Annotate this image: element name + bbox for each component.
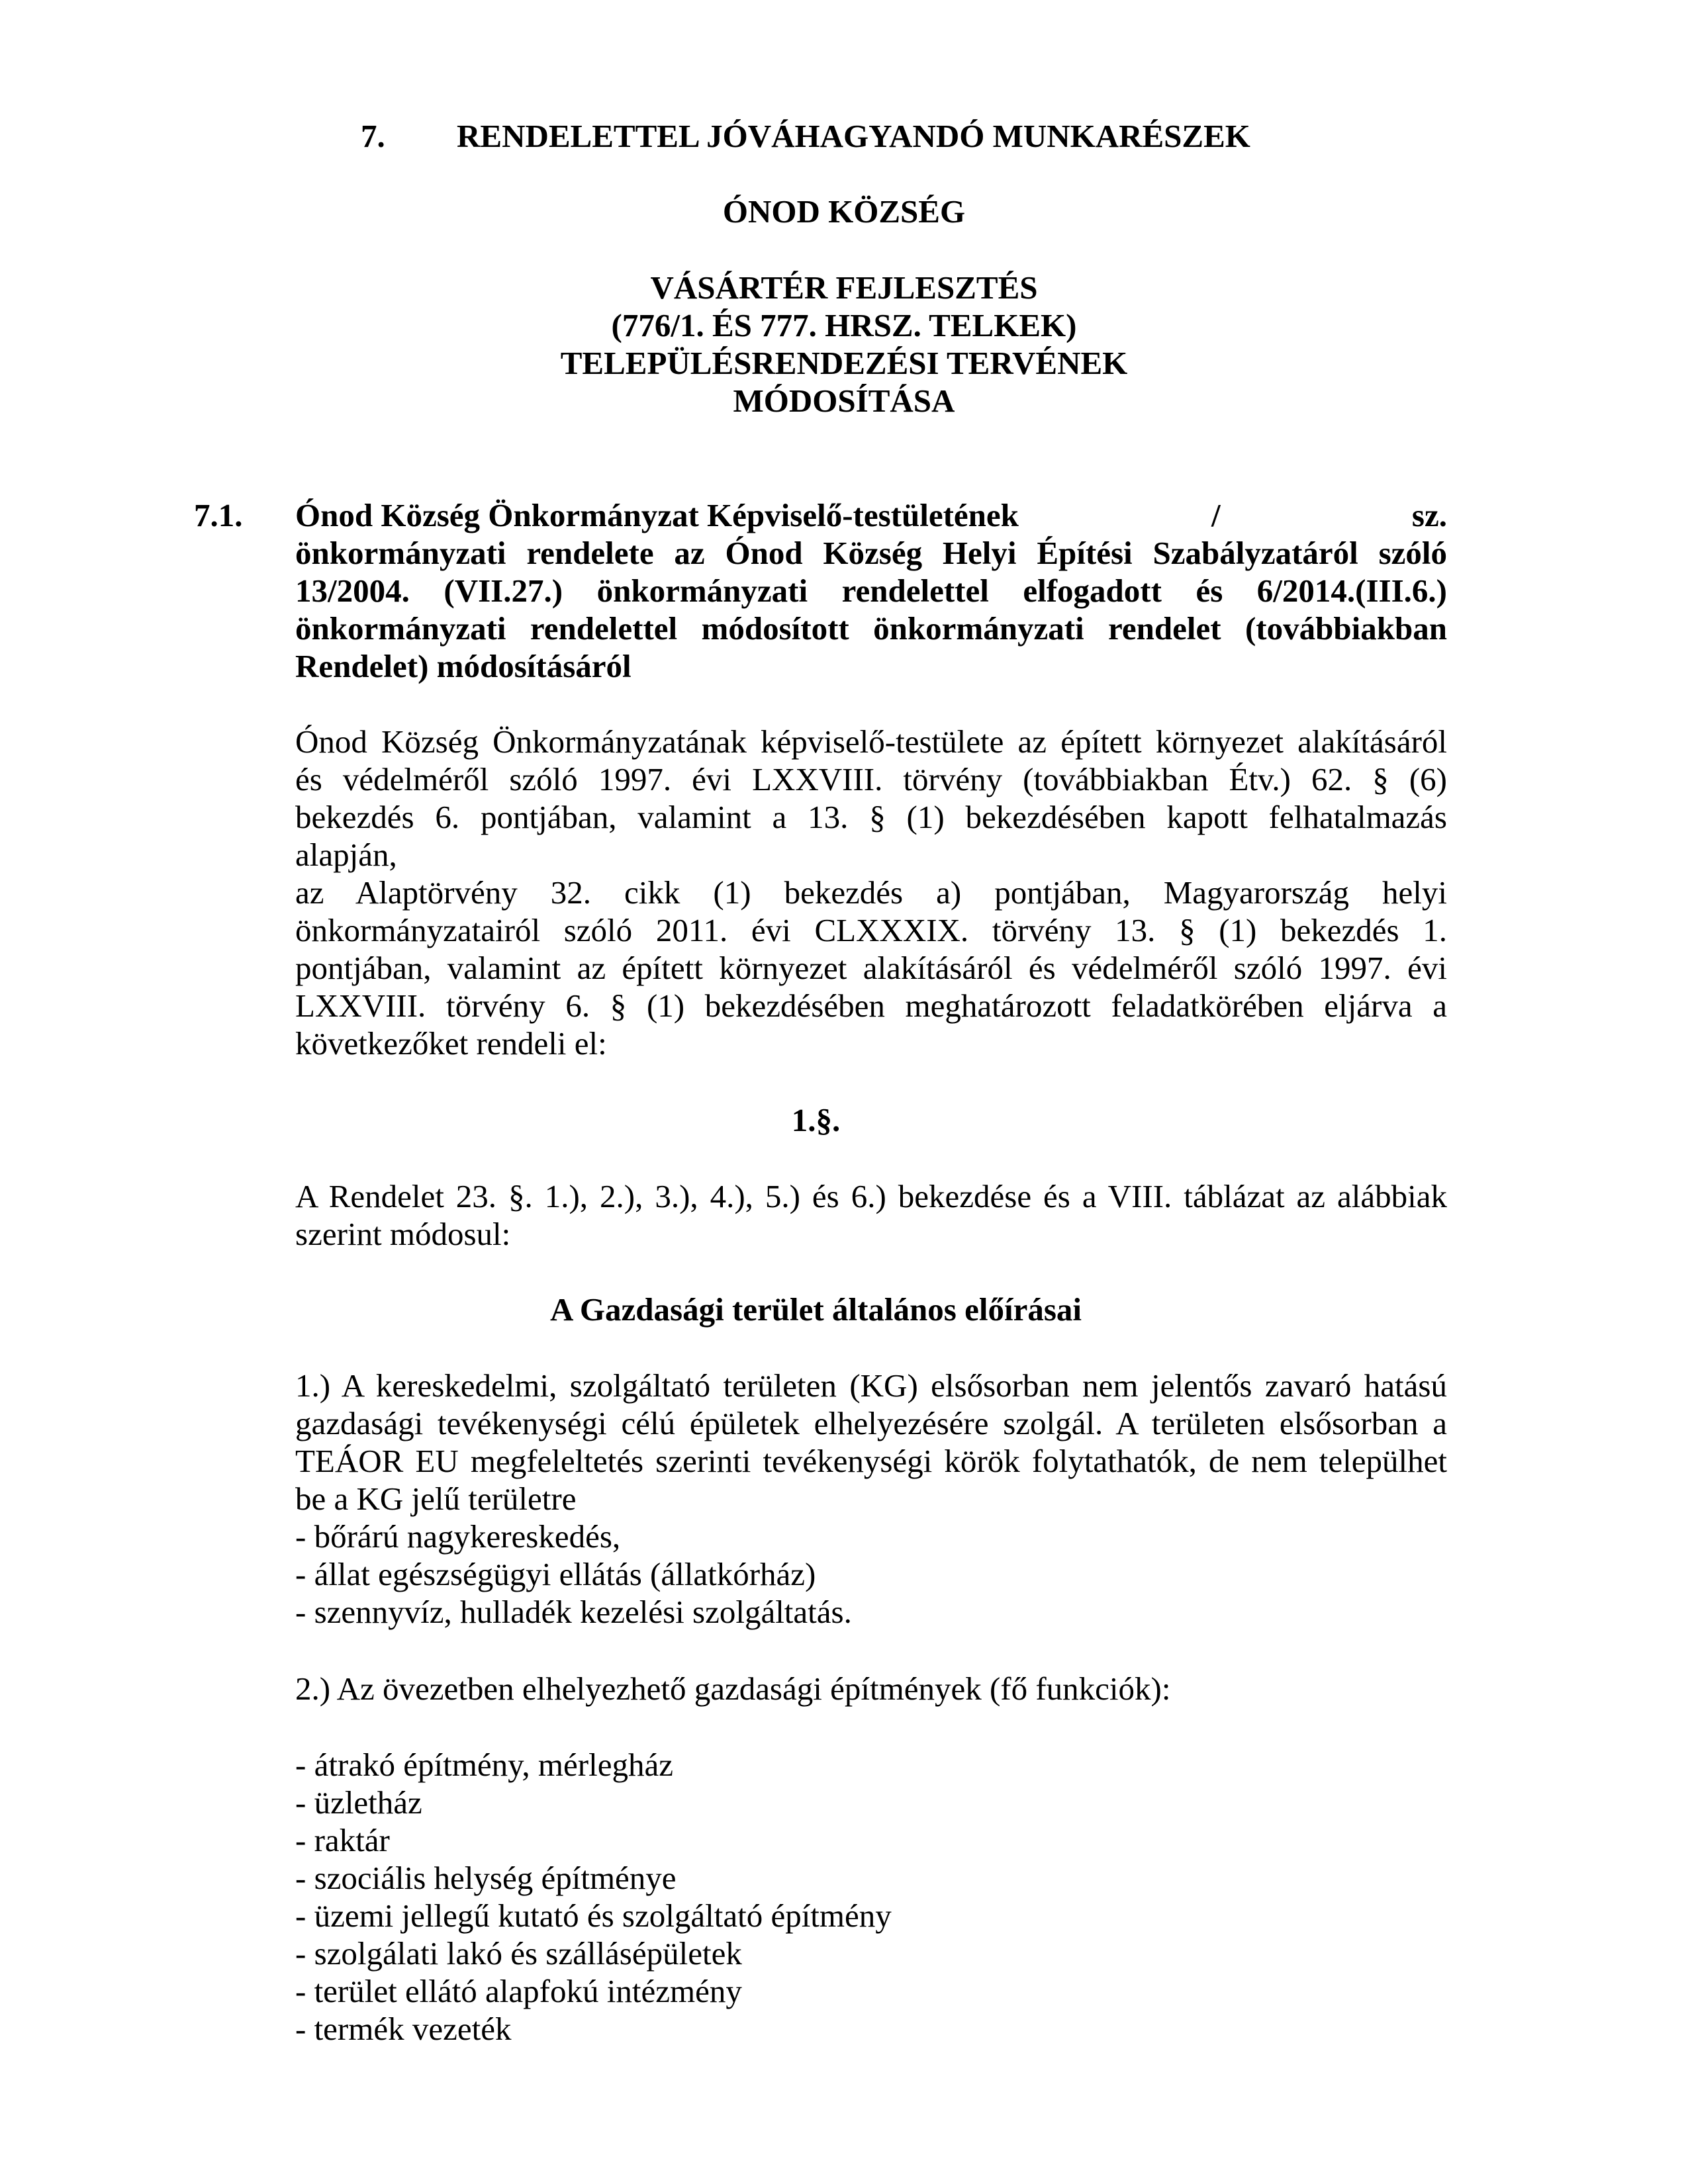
section-title-right: sz. (1411, 497, 1447, 533)
section-number: 7.1. (194, 497, 243, 533)
list-item: - szennyvíz, hulladék kezelési szolgáltatás. (295, 1594, 852, 1630)
plan-title-line: TELEPÜLÉSRENDEZÉSI TERVÉNEK (560, 345, 1128, 381)
chapter-title: RENDELETTEL JÓVÁHAGYANDÓ MUNKARÉSZEK (457, 118, 1250, 154)
preamble-line: LXXVIII. törvény 6. § (1) bekezdésében meghatározott feladatkörében eljárva a (295, 987, 1447, 1024)
municipality-title: ÓNOD KÖZSÉG (722, 193, 966, 230)
section-title-line: önkormányzati rendelete az Ónod Község Helyi Építési Szabályzatáról szóló (295, 535, 1447, 571)
preamble-line: alapján, (295, 837, 397, 873)
plan-title-line: (776/1. ÉS 777. HRSZ. TELKEK) (611, 307, 1077, 343)
point-2-intro: 2.) Az övezetben elhelyezhető gazdasági építmények (fő funkciók): (295, 1670, 1171, 1707)
amendment-intro-line: szerint módosul: (295, 1216, 511, 1252)
preamble-line: és védelméről szóló 1997. évi LXXVIII. törvény (továbbiakban Étv.) 62. § (6) (295, 761, 1447, 797)
point-1-line: gazdasági tevékenységi célú épületek elhelyezésére szolgál. A területen elsősorban a (295, 1405, 1447, 1441)
point-2-list (295, 1746, 1447, 2048)
point-1 (295, 1367, 1447, 1631)
amendment-intro-line: A Rendelet 23. §. 1.), 2.), 3.), 4.), 5.) és 6.) bekezdése és a VIII. táblázat az alábbiak (295, 1178, 1447, 1214)
point-1-line: be a KG jelű területre (295, 1480, 577, 1517)
point-1-line: 1.) A kereskedelmi, szolgáltató területen (KG) elsősorban nem jelentős zavaró hatású (295, 1367, 1447, 1404)
list-item: - szolgálati lakó és szállásépületek (295, 1935, 742, 1972)
preamble-line: az Alaptörvény 32. cikk (1) bekezdés a) pontjában, Magyarország helyi (295, 874, 1447, 911)
list-item: - állat egészségügyi ellátás (állatkórház) (295, 1556, 816, 1592)
list-item: - raktár (295, 1822, 390, 1858)
preamble-line: pontjában, valamint az épített környezet alakításáról és védelméről szóló 1997. évi (295, 950, 1447, 986)
plan-title-line: VÁSÁRTÉR FEJLESZTÉS (650, 269, 1038, 306)
section-title-line: önkormányzati rendelettel módosított önkormányzati rendelet (továbbiakban (295, 610, 1447, 647)
amendment-intro (295, 1177, 1447, 1253)
preamble-line: Ónod Község Önkormányzatának képviselő-testülete az épített környezet alakításáról (295, 723, 1447, 760)
section-title-line: 13/2004. (VII.27.) önkormányzati rendelettel elfogadott és 6/2014.(III.6.) (295, 572, 1447, 609)
section-title-slash: / (1211, 497, 1221, 533)
list-item: - termék vezeték (295, 2011, 512, 2047)
list-item: - szociális helység építménye (295, 1860, 677, 1896)
section-title (295, 496, 1447, 685)
list-item: - bőrárú nagykereskedés, (295, 1518, 621, 1555)
subsection-title: A Gazdasági terület általános előírásai (550, 1291, 1082, 1328)
preamble-line: önkormányzatairól szóló 2011. évi CLXXXIX. törvény 13. § (1) bekezdés 1. (295, 912, 1447, 948)
list-item: - terület ellátó alapfokú intézmény (295, 1973, 742, 2009)
section-title-line (295, 496, 1447, 534)
chapter-number: 7. (361, 118, 385, 154)
list-item: - átrakó építmény, mérlegház (295, 1747, 673, 1783)
point-1-line: TEÁOR EU megfeleltetés szerinti tevékenységi körök folytathatók, de nem települhet (295, 1443, 1447, 1479)
list-item: - üzemi jellegű kutató és szolgáltató építmény (295, 1897, 892, 1934)
plan-title-line: MÓDOSÍTÁSA (733, 383, 955, 419)
section-title-line: Rendelet) módosításáról (295, 648, 632, 684)
section-title-left: Ónod Község Önkormányzat Képviselő-testületének (295, 497, 1019, 533)
paragraph-marker: 1.§. (791, 1102, 841, 1138)
preamble (295, 723, 1447, 1062)
preamble-line: következőket rendeli el: (295, 1025, 607, 1062)
list-item: - üzletház (295, 1784, 422, 1821)
preamble-line: bekezdés 6. pontjában, valamint a 13. § (1) bekezdésében kapott felhatalmazás (295, 799, 1447, 835)
